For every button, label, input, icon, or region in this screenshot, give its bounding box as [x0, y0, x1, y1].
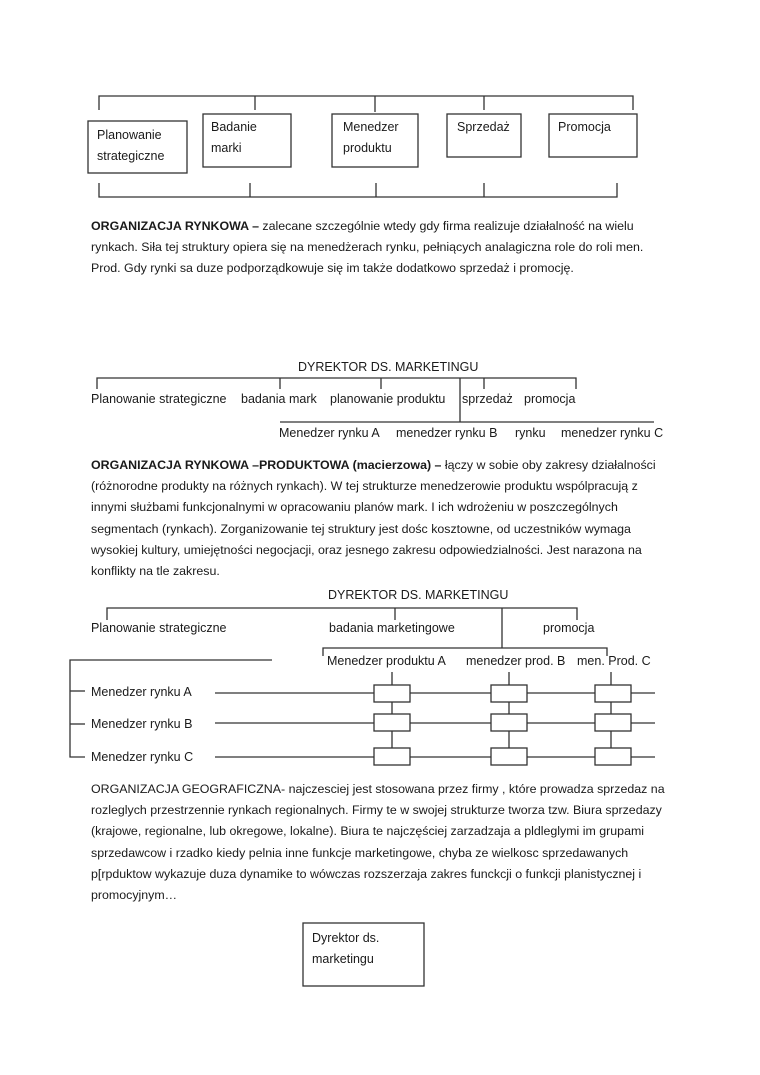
diagram-connector-line: [374, 714, 410, 731]
diagram-connector-line: [595, 748, 631, 765]
diagram3-function-promocja: promocja: [543, 621, 595, 635]
diagram3-market-manager-a: Menedzer rynku A: [91, 685, 192, 699]
diagram1-top-bracket: [99, 96, 633, 112]
section3-body: ORGANIZACJA GEOGRAFICZNA- najczesciej jest stosowana przez firmy , które prowadza sprzedaz na rozleglych przestrzennie rynkach regionalnych. Firmy te w swojej strukturze tworza tzw. Biura sprzedazy (krajowe, regionalne, lub okregowe, lokalne). Biura te najczęściej zarzadzaja a pldleglymi im grupami sprzedawcow i rzadko kiedy pelnia inne funkcje marketingowe, chyba ze wielkosc sprzedawanych p[rpduktow wykazuje duza dynamike to wówczas rozszerzaja zakres funckcji o funkcji planistycznej i promocyjnym…: [91, 782, 665, 903]
diagram3-product-manager-c: men. Prod. C: [577, 654, 651, 668]
diagram3-market-spine: [70, 660, 272, 757]
diagram1-label-badanie: Badanie marki: [211, 120, 257, 155]
diagram-connector-line: [97, 378, 576, 389]
section2-paragraph: [91, 455, 671, 582]
diagram3-function-planowanie: Planowanie strategiczne: [91, 621, 227, 635]
section1-paragraph: [91, 216, 671, 280]
diagram-connector-line: [491, 748, 527, 765]
diagram-connector-line: [374, 685, 410, 702]
section3-paragraph: [91, 779, 671, 906]
diagram3-function-badania: badania marketingowe: [329, 621, 455, 635]
diagram3-product-manager-b: menedzer prod. B: [466, 654, 566, 668]
diagram-connector-line: [595, 714, 631, 731]
diagram1-label-promocja: Promocja: [558, 120, 611, 134]
diagram-connector-line: [595, 685, 631, 702]
diagram3-function-bracket: [107, 608, 577, 620]
diagram2-function-planowanie-produktu: planowanie produktu: [330, 392, 446, 406]
section1-body: zalecane szczególnie wtedy gdy firma realizuje działalność na wielu rynkach. Siła tej struktury opiera się na menedżerach rynku, pełniących analagiczna role do roli men. Prod. Gdy rynki sa duze podporządkowuje się im także dodatkowo sprzedaż i promocję.: [91, 219, 644, 276]
diagram3-market-manager-b: Menedzer rynku B: [91, 717, 193, 731]
diagram2-function-badania: badania mark: [241, 392, 317, 406]
diagram2-function-planowanie: Planowanie strategiczne: [91, 392, 227, 406]
diagram3-title: DYREKTOR DS. MARKETINGU: [328, 588, 509, 602]
diagram1-label-menedzer: Menedzer produktu: [343, 120, 399, 155]
diagram2-title: DYREKTOR DS. MARKETINGU: [298, 360, 479, 374]
diagram2-function-sprzedaz: sprzedaż: [462, 392, 513, 406]
diagram2-market-rynku: rynku: [515, 426, 546, 440]
diagram1-label-sprzedaz: Sprzedaż: [457, 120, 510, 134]
diagram2-market-a: Menedzer rynku A: [279, 426, 380, 440]
section1-heading: ORGANIZACJA RYNKOWA –: [91, 219, 259, 233]
diagram3-market-manager-c: Menedzer rynku C: [91, 750, 194, 764]
diagram2-market-c: menedzer rynku C: [561, 426, 664, 440]
diagram-connector-line: [99, 96, 633, 110]
section2-body: łączy w sobie oby zakresy działalności (różnorodne produkty na różnych rynkach). W tej strukturze menedzerowie produktu wspólpracują z innymi służbami funkcjonalnymi w opracowaniu planów mark. I ich wdrożeniu w poszczególnych segmentach (rynkach). Zorganizowanie tej struktury jest dośc kosztowne, od uczestników wymaga wysokiej kultury, umiejętności negocjacji, oraz jesnego zakresu odpowiedzialności. Jest narazona na konflikty na tle zakresu.: [91, 458, 656, 579]
diagram-connector-line: [99, 183, 617, 197]
diagram2-market-b: menedzer rynku B: [396, 426, 498, 440]
diagram-connector-line: [374, 748, 410, 765]
diagram3-matrix-cells: [374, 685, 631, 765]
diagram4-label: Dyrektor ds. marketingu: [312, 931, 380, 966]
diagram1-label-planowanie: Planowanie strategiczne: [97, 128, 165, 163]
diagram2-function-bracket: [97, 378, 576, 389]
diagram-connector-line: [107, 608, 577, 620]
diagram3-product-manager-a: Menedzer produktu A: [327, 654, 446, 668]
section2-heading: ORGANIZACJA RYNKOWA –PRODUKTOWA (macierzowa) –: [91, 458, 442, 472]
diagram-connector-line: [491, 685, 527, 702]
diagram-connector-line: [491, 714, 527, 731]
diagram1-bottom-bracket: [99, 183, 617, 197]
diagram2-function-promocja: promocja: [524, 392, 576, 406]
